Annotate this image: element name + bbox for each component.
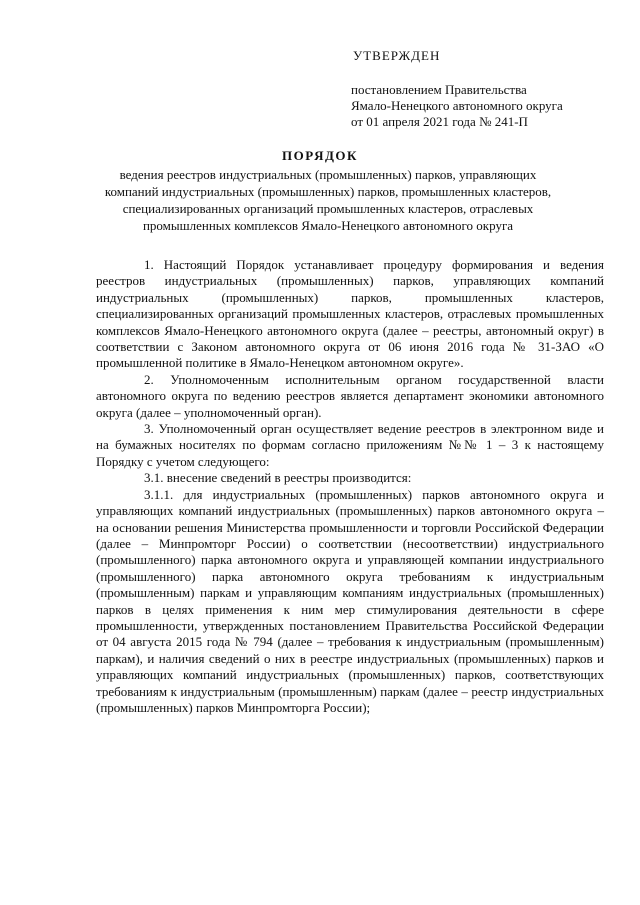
approved-heading: УТВЕРЖДЕН: [353, 48, 441, 63]
document-subtitle: [96, 166, 560, 234]
paragraph: 1. Настоящий Порядок устанавливает процедуру формирования и ведения реестров индустриальных (промышленных) парков, управляющих компаний индустриальных (промышленных) парков, промышленных кластеров, специализированных организаций промышленных кластеров, отраслевых промышленных комплексов Ямало-Ненецкого автономного округа (далее – реестры, автономный округ) в соответствии с Законом автономного округа от 06 июня 2016 года № 31-ЗАО «О промышленной политике в Ямало-Ненецком автономном округе».: [96, 257, 604, 371]
document-title: ПОРЯДОК: [282, 148, 358, 163]
subtitle-line: ведения реестров индустриальных (промышленных) парков, управляющих: [119, 167, 537, 182]
paragraph: 2. Уполномоченным исполнительным органом государственной власти автономного округа по ведению реестров является департамент экономики автономного округа (далее – уполномоченный орган).: [96, 371, 604, 420]
paragraph: 3.1. внесение сведений в реестры производится:: [144, 470, 412, 486]
subtitle-line: специализированных организаций промышленных кластеров, отраслевых: [122, 201, 534, 216]
paragraph: 3.1.1. для индустриальных (промышленных) парков автономного округа и управляющих компаний индустриальных (промышленных) парков автономного округа – на основании решения Министерства промышленности и торговли Российской Федерации (далее – Минпромторг России) о соответствии (несоответствии) индустриального (промышленного) парка автономного округа и управляющей компании индустриального (промышленного) парка автономного округа требованиям к индустриальным (промышленным) паркам и управляющим компаниям индустриальных (промышленных) парков в целях применения к ним мер стимулирования деятельности в сфере промышленности, утвержденных постановлением Правительства Российской Федерации от 04 августа 2015 года № 794 (далее – требования к индустриальным (промышленным) паркам), и наличия сведений о них в реестре индустриальных (промышленных) парков и управляющих компаний индустриальных (промышленных) парков, соответствующих требованиям к индустриальным (промышленным) паркам (далее – реестр индустриальных (промышленных) парков Минпромторга России);: [96, 486, 604, 715]
subtitle-line: компаний индустриальных (промышленных) парков, промышленных кластеров,: [104, 184, 552, 199]
paragraph: 3. Уполномоченный орган осуществляет ведение реестров в электронном виде и на бумажных носителях по формам согласно приложениям №№ 1 – 3 к настоящему Порядку с учетом следующего:: [96, 421, 604, 469]
approval-line: от 01 апреля 2021 года № 241-П: [351, 114, 528, 129]
approval-line: Ямало-Ненецкого автономного округа: [351, 98, 563, 113]
subtitle-line: промышленных комплексов Ямало-Ненецкого автономного округа: [142, 218, 514, 233]
document-body: [96, 257, 604, 716]
approval-line: постановлением Правительства: [351, 82, 527, 97]
